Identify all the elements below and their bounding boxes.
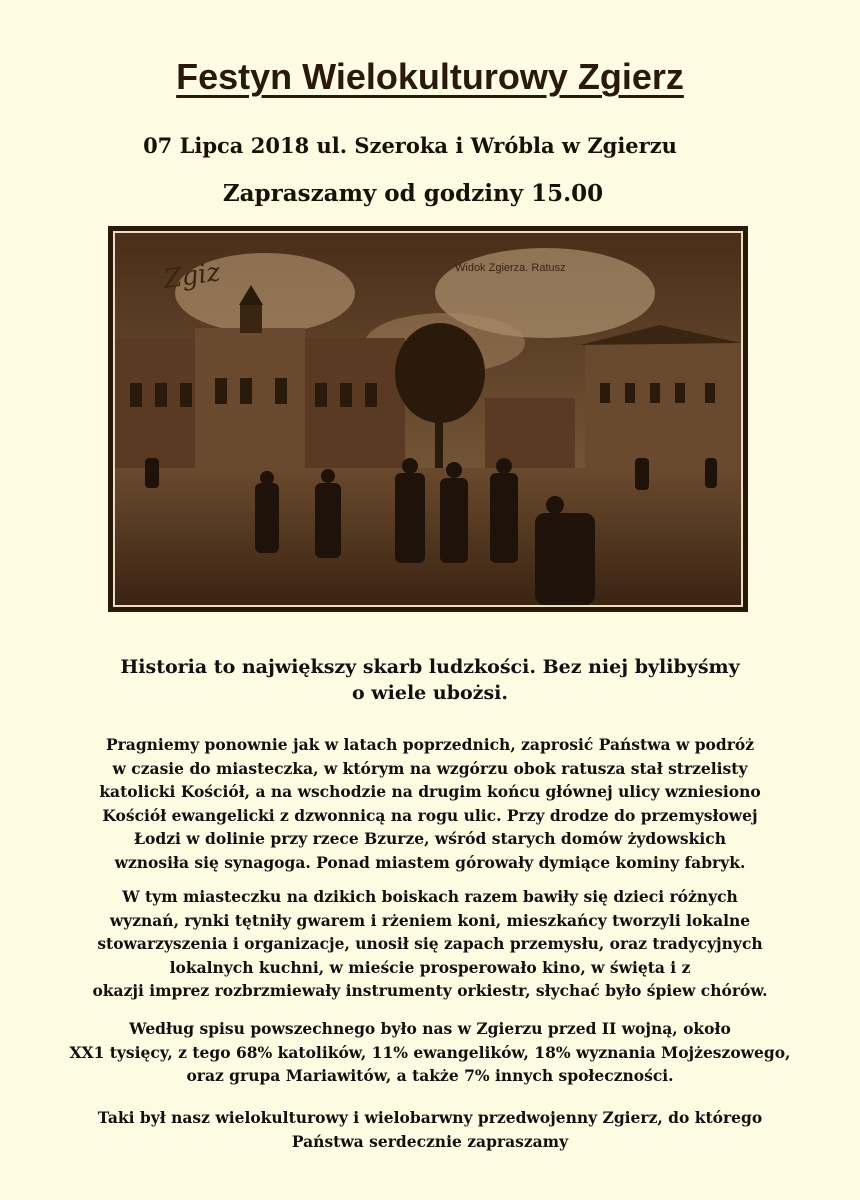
event-start-time: Zapraszamy od godziny 15.00	[222, 180, 604, 207]
paragraph-line: w czasie do miasteczka, w którym na wzgórzu obok ratusza stał strzelisty	[112, 758, 748, 778]
paragraph-line: okazji imprez rozbrzmiewały instrumenty orkiestr, słychać było śpiew chórów.	[92, 981, 768, 1000]
paragraph-line: lokalnych kuchni, w mieście prosperowało kino, w święta i z	[169, 957, 691, 977]
paragraph-line: Kościół ewangelicki z dzwonnicą na rogu ulic. Przy drodze do przemysłowej	[102, 805, 758, 825]
event-date-location: 07 Lipca 2018 ul. Szeroka i Wróbla w Zgierzu	[143, 133, 677, 158]
headline-line: o wiele ubożsi.	[352, 682, 508, 704]
paragraph-line: wznosiła się synagoga. Ponad miastem górowały dymiące kominy fabryk.	[114, 852, 746, 872]
paragraph-line: Łodzi w dolinie przy rzece Bzurze, wśród starych domów żydowskich	[134, 829, 726, 848]
paragraph-line: XX1 tysięcy, z tego 68% katolików, 11% ewangelików, 18% wyznania Mojżeszowego,	[69, 1042, 791, 1062]
paragraph-line: W tym miasteczku na dzikich boiskach razem bawiły się dzieci różnych	[122, 887, 738, 906]
paragraph-line: stowarzyszenia i organizacje, unosił się zapach przemysłu, oraz tradycyjnych	[97, 934, 763, 953]
paragraph-invitation	[0, 733, 860, 874]
paragraph-town-life	[0, 885, 860, 1003]
headline	[0, 654, 860, 706]
paragraph-line: Państwa serdecznie zapraszamy	[291, 1131, 569, 1151]
historic-photo	[113, 231, 743, 607]
paragraph-line: Pragniemy ponownie jak w latach poprzednich, zaprosić Państwa w podróż	[105, 735, 755, 754]
headline-line: Historia to największy skarb ludzkości. Bez niej bylibyśmy	[120, 656, 740, 678]
historic-photo-frame	[108, 226, 748, 612]
paragraph-closing	[0, 1106, 860, 1153]
page-title: Festyn Wielokulturowy Zgierz	[176, 56, 684, 97]
photo-caption: Widok Zgierza. Ratusz	[455, 262, 566, 274]
paragraph-line: Taki był nasz wielokulturowy i wielobarwny przedwojenny Zgierz, do którego	[97, 1108, 763, 1127]
paragraph-line: Według spisu powszechnego było nas w Zgierzu przed II wojną, około	[129, 1019, 731, 1038]
paragraph-line: wyznań, rynki tętniły gwarem i rżeniem koni, mieszkańcy tworzyli lokalne	[109, 910, 751, 930]
paragraph-census	[0, 1017, 860, 1088]
paragraph-line: katolicki Kościół, a na wschodzie na drugim końcu głównej ulicy wzniesiono	[99, 782, 761, 801]
photo-handwriting: Zgiz	[161, 257, 223, 295]
paragraph-line: oraz grupa Mariawitów, a także 7% innych społeczności.	[186, 1066, 674, 1085]
